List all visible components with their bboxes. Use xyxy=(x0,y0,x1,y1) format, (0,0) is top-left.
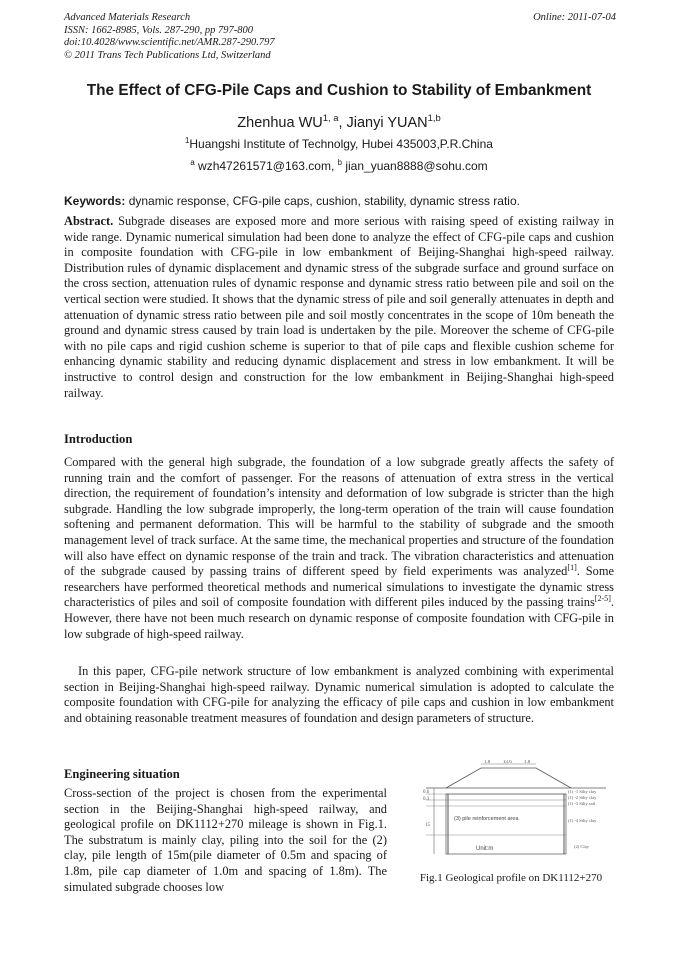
author-sep: , xyxy=(338,115,347,131)
dim-label-2: 13.6 xyxy=(503,760,512,765)
intro-text-a: Compared with the general high subgrade, the foundation of a low subgrade greatly affects the safety of running train and the comfort of passenger. For the reasons of attenuation of extra stress in the vertical direction, the requirement of foundation’s intensity and deformation of low subgrade is stricter than the high subgrade. Handling the low subgrade improperly, the long-term operation of the train will cause foundation softening and permanent deformation. This will be harmful to the stability of subgrade and the smooth management level of track surface. At the same time, the mechanical properties and structure of the foundation will also have effect on dynamic response of the train and track. The vibration characteristics and attenuation of the subgrade caused by passing trains of different speed by field experiments was analyzed xyxy=(64,455,614,579)
pile-reinforcement-area xyxy=(446,794,566,854)
left-mark-2: 0.3 xyxy=(423,797,430,802)
email-a: wzh47261571@163.com, xyxy=(194,159,338,173)
email-b: jian_yuan8888@sohu.com xyxy=(342,159,488,173)
engineering-heading: Engineering situation xyxy=(64,767,180,781)
intro-ref-1: [1] xyxy=(567,563,577,573)
keywords-text: dynamic response, CFG-pile caps, cushion, stability, dynamic stress ratio. xyxy=(125,194,520,208)
geological-profile-figure xyxy=(406,760,616,870)
area-label: (3) pile reinforcement area xyxy=(454,816,519,822)
embankment-outline xyxy=(446,768,571,788)
authors xyxy=(40,112,638,131)
engineering-paragraph: Cross-section of the project is chosen from the experimental section in the Beijing-Shanghai high-speed railway, and geological profile on DK1112+270 mileage is shown in Fig.1. The substratum is mainly clay, piling into the soil for the (2) clay, pile length of 15m(pile diameter of 0.5m and spacing of 1.8m, pile cap diameter of 1.0m and spacing of 1.8m). The simulated subgrade chooses low xyxy=(64,786,387,894)
doi-line: doi:10.4028/www.scientific.net/AMR.287-290.797 xyxy=(64,37,275,48)
author-2-sup: 1,b xyxy=(427,112,441,124)
issn-line: ISSN: 1662-8985, Vols. 287-290, pp 797-800 xyxy=(64,24,253,36)
author-1-sup: 1, a xyxy=(322,112,339,124)
introduction-paragraph-2: In this paper, CFG-pile network structure of low embankment is analyzed combining with experimental section in Beijing-Shanghai high-speed railway. Dynamic numerical simulation is adopted to calculate the composite foundation with CFG-pile for analyzing the efficacy of pile caps and cushion in low embankment and obtaining reasonable treatment measures of foundation and design parameters of structure. xyxy=(64,664,614,725)
keywords-label: Keywords: xyxy=(64,194,126,208)
abstract xyxy=(64,214,614,401)
online-date: Online: 2011-07-04 xyxy=(533,12,616,23)
introduction-heading: Introduction xyxy=(64,432,133,446)
copyright-line: © 2011 Trans Tech Publications Ltd, Switzerland xyxy=(64,49,271,61)
journal-header xyxy=(64,12,275,62)
paper-title: The Effect of CFG-Pile Caps and Cushion to Stability of Embankment xyxy=(86,82,592,99)
intro-text-c: . However, there have not been much research on dynamic response of composite foundation with CFG-pile in low subgrade of high-speed railway. xyxy=(64,595,614,641)
intro-ref-2: [2-5] xyxy=(594,594,611,604)
layer-label-5: (2) Clay xyxy=(574,844,589,849)
affiliation-sup: 1 xyxy=(185,136,190,145)
emails xyxy=(40,159,638,173)
affiliation-text: Huangshi Institute of Technolgy, Hubei 435003,P.R.China xyxy=(189,137,493,151)
layer-label-1: (1) -1 Silty clay xyxy=(568,789,597,794)
abstract-text: Subgrade diseases are exposed more and more serious with raising speed of existing railway in wide range. Dynamic numerical simulation had been done to analyze the effect of CFG-pile caps and cushion in composite foundation with CFG-pile in low embankment of Beijing-Shanghai high-speed railway. Distribution rules of dynamic displacement and dynamic stress of the subgrade surface and ground surface on the cross section, attenuation rules of dynamic response and dynamic stress ratio between pile and soil on the vertical section were studied. It shows that the dynamic stress of pile and soil generally attenuates in depth and attenuation of dynamic stress ratio between pile and soil mostly concentrates in the scope of 10m beneath the ground and dynamic stress caused by train load is undertaken by the pile. Moreover the scheme of CFG-pile with no pile caps and rigid cushion scheme is superior to that of pile caps and flexible cushion scheme for enhancing dynamic stability and reducing dynamic displacement and stress in low embankment. It will be instructive to control design and construction for the low embankment in Beijing-Shanghai high-speed railway. xyxy=(64,214,614,400)
author-1: Zhenhua WU xyxy=(237,115,323,131)
dim-label-3: 1.8 xyxy=(524,760,531,765)
figure-caption: Fig.1 Geological profile on DK1112+270 xyxy=(419,872,603,884)
intro-text-b: . Some researchers have performed theoretical methods and numerical simulations to investigate the dynamic stress characteristics of piles and soil of composite foundation with different piles induced by the passing trains xyxy=(64,564,614,610)
author-2: Jianyi YUAN xyxy=(346,115,428,131)
abstract-label: Abstract. xyxy=(64,214,114,228)
layer-label-2: (1) -2 Silty clay xyxy=(568,795,597,800)
journal-name: Advanced Materials Research xyxy=(64,12,191,23)
email-b-sup: b xyxy=(337,158,342,167)
layer-label-3: (1) -3 Silty soil xyxy=(568,801,596,806)
left-mark-1: 0.6 xyxy=(423,790,430,795)
email-a-sup: a xyxy=(190,158,195,167)
dim-label-1: 1.8 xyxy=(484,760,491,765)
affiliation xyxy=(40,137,638,151)
left-mark-3: 15 xyxy=(425,823,430,828)
keywords xyxy=(64,194,616,208)
unit-label: Unit:m xyxy=(476,846,494,852)
layer-label-4: (1) -4 Silty clay xyxy=(568,818,597,823)
introduction-paragraph-1 xyxy=(64,455,614,642)
